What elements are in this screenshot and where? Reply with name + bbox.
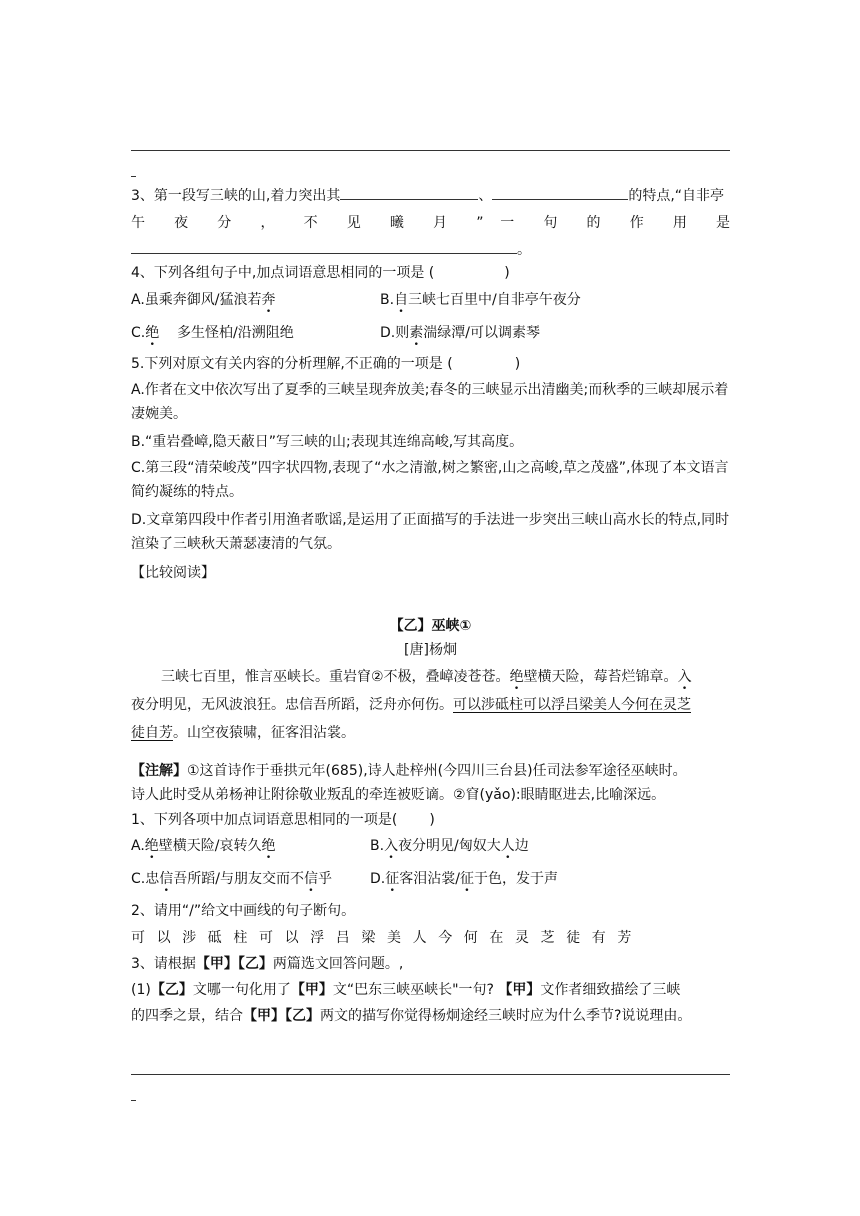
answer-blank[interactable]	[340, 184, 478, 200]
poem-line-1: 三峡七百里，惟言巫峡长。重岩窅②不极，叠嶂凌苍苍。绝壁横天险，莓苔烂锦章。入	[161, 669, 692, 685]
part2-question-3-sub1-line2: 的四季之景，结合【甲】【乙】两文的描写你觉得杨炯途经三峡时应为什么季节?说说理由。	[131, 1008, 692, 1024]
option-c[interactable]: C.忠信吾所蹈/与朋友交而不信乎	[131, 871, 332, 887]
option-b[interactable]: B.自三峡七百里中/自非亭午夜分	[380, 292, 581, 308]
sentence-to-punctuate: 可以涉砥柱可以浮吕梁美人今何在灵芝徒有芳	[131, 930, 643, 946]
question-5-option-b[interactable]: B.“重岩叠嶂,隐天蔽日”写三峡的山;表现其连绵高峻,写其高度。	[131, 434, 524, 450]
poem-line-3: 徒自芳。山空夜猿啸，征客泪沾裳。	[131, 725, 355, 741]
part2-question-1-stem: 1、下列各项中加点词语意思相同的一项是( )	[131, 812, 435, 828]
underlined-sentence: 徒自芳	[131, 725, 173, 741]
question-4-stem: 4、下列各组句子中,加点词语意思相同的一项是 ( )	[131, 265, 510, 281]
option-d[interactable]: D.征客泪沾裳/征于色，发于声	[370, 871, 558, 887]
part2-question-2-stem: 2、请用“/”给文中画线的句子断句。	[131, 903, 356, 919]
question-5-stem: 5.下列对原文有关内容的分析理解,不正确的一项是 ( )	[131, 356, 521, 372]
question-3-line3: 。	[131, 238, 730, 262]
section-heading: 【比较阅读】	[131, 565, 215, 581]
option-b[interactable]: B.入夜分明见/匈奴大人边	[370, 838, 529, 854]
question-3-part1: 3、第一段写三峡的山,着力突出其 、 的特点,“自非亭	[131, 184, 730, 208]
underlined-sentence: 可以涉砥柱可以浮吕梁美人今何在灵芝	[453, 697, 691, 713]
part2-question-1-row2	[131, 867, 730, 891]
question-3-line2: 午 夜 分 ， 不 见 曦 月 ” 一 句 的 作 用 是	[131, 215, 730, 231]
question-4-options-row1	[131, 288, 730, 312]
poem-line-2: 夜分明见，无风波浪狂。忠信吾所蹈，泛舟亦何伤。可以涉砥柱可以浮吕梁美人今何在灵芝	[131, 697, 691, 713]
question-5-option-c[interactable]: C.第三段“清荣峻茂”四字状四物,表现了“水之清澈,树之繁密,山之高峻,草之茂盛”,体现了本文语言简约凝练的特点。	[131, 460, 729, 500]
poem-author: [唐]杨炯	[404, 642, 457, 658]
option-a[interactable]: A.虽乘奔御风/猛浪若奔	[131, 292, 276, 308]
option-a[interactable]: A.绝壁横天险/哀转久绝	[131, 838, 276, 854]
answer-blank[interactable]	[492, 184, 628, 200]
question-5-option-a[interactable]: A.作者在文中依次写出了夏季的三峡呈现奔放美;春冬的三峡显示出清幽美;而秋季的三峡却展示着凄婉美。	[131, 382, 729, 422]
answer-line	[131, 150, 730, 151]
option-c[interactable]: C.绝 多生怪柏/沿溯阻绝	[131, 325, 294, 341]
answer-line-tail	[131, 176, 136, 177]
part2-question-3-stem: 3、请根据【甲】【乙】两篇选文回答问题。,	[131, 956, 404, 972]
question-4-options-row2	[131, 321, 730, 345]
note-line-2: 诗人此时受从弟杨神让附徐敬业叛乱的牵连被贬谪。②窅(yǎo):眼睛眍进去,比喻深远。	[131, 787, 666, 803]
part2-question-1-row1	[131, 834, 730, 858]
answer-line-tail	[131, 1100, 136, 1101]
answer-blank[interactable]	[131, 238, 517, 254]
part2-question-3-sub1-line1: (1)【乙】文哪一句化用了【甲】文“巴东三峡巫峡长"一句? 【甲】文作者细致描绘了三峡	[131, 982, 681, 998]
note-line-1: 【注解】①这首诗作于垂拱元年(685),诗人赴梓州(今四川三台县)任司法参军途径巫峡时。	[131, 763, 687, 779]
poem-title: 【乙】巫峡①	[389, 618, 472, 634]
answer-line[interactable]	[131, 1074, 730, 1075]
question-5-option-d[interactable]: D.文章第四段中作者引用渔者歌谣,是运用了正面描写的手法进一步突出三峡山高水长的特点,同时渲染了三峡秋天萧瑟凄清的气氛。	[131, 512, 730, 552]
option-d[interactable]: D.则素湍绿潭/可以调素琴	[380, 325, 540, 341]
